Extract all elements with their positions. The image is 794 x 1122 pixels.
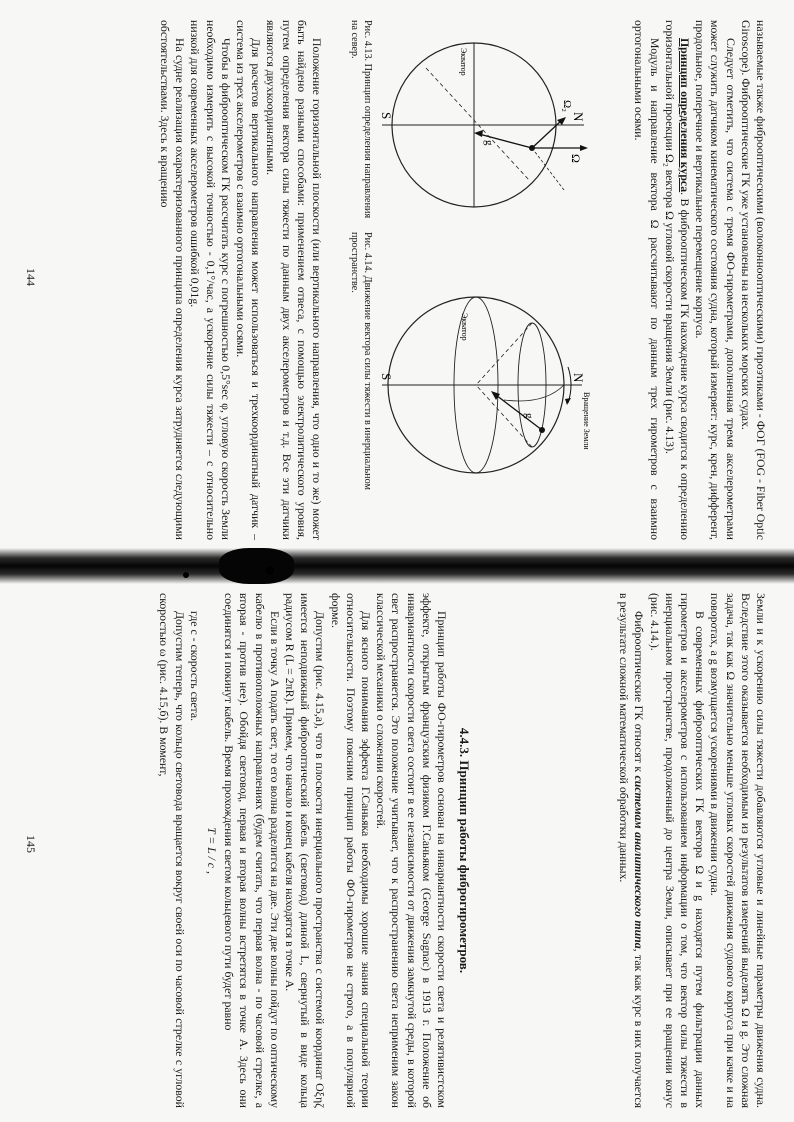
label-rotation: Вращение Земли (582, 392, 591, 450)
figure-4-13-drawing (379, 30, 604, 230)
paragraph-assume: Допустим (рис. 4.15,а), что в плоскости инерциального пространства с системой координат Oξηζ имеется неподвижный фиброоптический кабель (световод) длиной L, свернутый в виде кольца радиусом R (L = 2πR). Примем, что начало и конец кабеля находятся в точке А. (282, 593, 328, 1108)
paragraph-principle (662, 20, 692, 540)
horizon-line (426, 68, 529, 180)
section-heading: 4.4.3. Принцип работы фиброгирометров. (457, 727, 472, 974)
paragraph-sensors: Следует отметить, что система с тремя ФО-гирометрами, дополненная тремя акселерометрами может служить датчиком кинематического состояния судна, который измеряет: курс, крен, дифферент, продольное, поперечное и вертикальное перемещение корпуса. (693, 20, 738, 540)
g-arrowhead (491, 391, 500, 400)
tangent-line (532, 148, 564, 190)
ink-speck-2 (266, 566, 274, 575)
label-s: S (379, 373, 394, 381)
label-equator: Экватор (459, 48, 468, 76)
label-n: N (571, 373, 586, 383)
analytic-type-end: , так как курс в них получается в результате сложной математической обработки данных. (617, 593, 647, 1108)
paragraph-modulus: Модуль и направление вектора Ω рассчитывают по данным трех гирометров с взаимно ортогональными осями. (632, 20, 662, 540)
cone-line-left (476, 323, 532, 385)
paragraph-continuation: Земли и к ускорению силы тяжести добавляются угловые и линейные параметры движения судна. Вследствие этого оказывается необходимым из результатов измерений выделять Ω и g. Это сложная задача, так как Ω значительно меньше угловых скоростей движения судового корпуса при качке и на поворотах, а g возмущается ускорениями в движении судна. (708, 593, 768, 1108)
paragraph-sagnac: Принцип работы ФО-гирометров основан на инвариантности скорости света и релятивистском эффекте, открытым французским физиком Г.Саньяком (George Sagnac) в 1913 г. Положение об инвариантности скорости света состоит в ее независимости от движения замкнутой среды, в которой свет распространяется. Это положение учитывает, что к распространению света неприменим закон классической механики о сложении скоростей. (374, 593, 449, 1108)
label-g: g (483, 140, 495, 146)
paragraph-explain: Для ясного понимания эффекта Г.Саньяка необходимы хорошие знания специальной теории относительности. Поэтому поясним принцип работы ФО-гирометров не строго, а в популярной форме. (328, 593, 373, 1108)
paragraph-rotate: Допустим теперь, что кольцо световода вращается вокруг своей оси по часовой стрелке с угловой скоростью ω (рис. 4.15,б). В момент, (157, 593, 187, 1108)
figure-4-13-caption: Рис. 4.13. Принцип определения направления на север. (349, 20, 373, 219)
paragraph-intro: называемые также фиброоптическими (волоконнооптическими) гироэтиками - ФОГ (FOG - Fiber Optic Giroscope). Фиброоптические ГК уже установлены на нескольких морских судах. (738, 20, 768, 540)
paragraph-ship: На судне реализация охарактеризованного принципа определения курса затрудняется следующими обстоятельствами. Здесь к вращению (157, 20, 188, 540)
section-body (156, 593, 449, 1108)
analytic-type-start: Фиброоптические ГК относят к (632, 611, 647, 776)
page-144 (0, 0, 794, 555)
principle-text: . В фиброоптическом ГК нахождение курса сводится к определению горизонтальной проекции Ω₂ вектора Ω угловой скорости вращения Земли (рис. 4.13). (662, 20, 692, 540)
label-g: g (523, 413, 535, 419)
paragraph-filtering: В современных фиброоптических ГК вектора Ω и g находятся путем фильтрации данных гирометров и акселерометров с использованием информации о том, что вектор силы тяжести в инерциальном пространстве, продолженный до центра Земли, описывает при ее вращении конус (рис. 4.14.). (647, 593, 708, 1108)
paragraph-three-axis: Для расчетов вертикального направления может использоваться и трехкоординатный датчик – система из трех акселерометров с взаимно ортогональными осями. (233, 20, 264, 540)
paragraph-split: Если в точку А подать свет, то его волна разделится на две. Эти две волны пойдут по оптическому кабелю в противоположных направлениях (будем считать, что первая волна - по часовой стрелке, а вторая - против нее). Обойдя световод, первая и вторая волны встретятся в точке А. Здесь они соединятся и покинут кабель. Время прохождения светом кольцевого пути будет равно (222, 593, 282, 1108)
analytic-type-term: системам аналитического типа (632, 775, 647, 949)
page-number-144: 144 (24, 268, 38, 286)
label-omega2: Ω₂ (561, 100, 573, 113)
g-arrowhead (474, 130, 483, 137)
figure-4-14 (379, 255, 604, 525)
paragraph-where-c: где c - скорость света. (187, 611, 202, 722)
meridian-arc (504, 385, 564, 401)
figure-4-14-caption: Рис. 4.14. Движение вектора силы тяжести в инерциальном пространстве. (349, 232, 373, 490)
formula-time: T = L / c , (204, 827, 219, 874)
page-number-145: 145 (24, 835, 38, 853)
figure-4-13 (379, 30, 604, 230)
omega2-vector (532, 120, 562, 148)
omega-arrowhead (580, 145, 588, 151)
label-omega: Ω (569, 154, 583, 163)
page-145 (0, 575, 794, 1122)
principle-title: Принцип определения курса (677, 38, 692, 193)
label-equator: Экватор (460, 313, 469, 341)
figure-4-14-drawing (379, 255, 604, 525)
label-n: N (571, 112, 586, 122)
page-144-bottom-text (157, 20, 324, 540)
page-144-top-text (631, 20, 768, 540)
paragraph-vertical: Положение горизонтальной плоскости (или вертикального направления, что одно и то же) может быть найдено разными способами: применением отвеса, с помощью электролитического уровня, путем определения вектора силы тяжести по данным двух акселерометров и т.д. Все эти датчики являются двухкоординатными. (264, 20, 324, 540)
g-vector (496, 395, 542, 430)
rotation-arrowhead (565, 398, 571, 405)
page-145-top-text (616, 593, 768, 1108)
paragraph-accuracy: Чтобы в фиброоптическом ГК рассчитать курс с погрешностью 0,5°sec φ, угловую скорость Земли необходимо измерить с высокой точностью - 0,1°/час, а ускорение силы тяжести – с относительно низкой для современных акселерометров ошибкой 0,01g. (188, 20, 233, 540)
paragraph-analytic-type (616, 593, 646, 1108)
label-s: S (379, 112, 394, 120)
